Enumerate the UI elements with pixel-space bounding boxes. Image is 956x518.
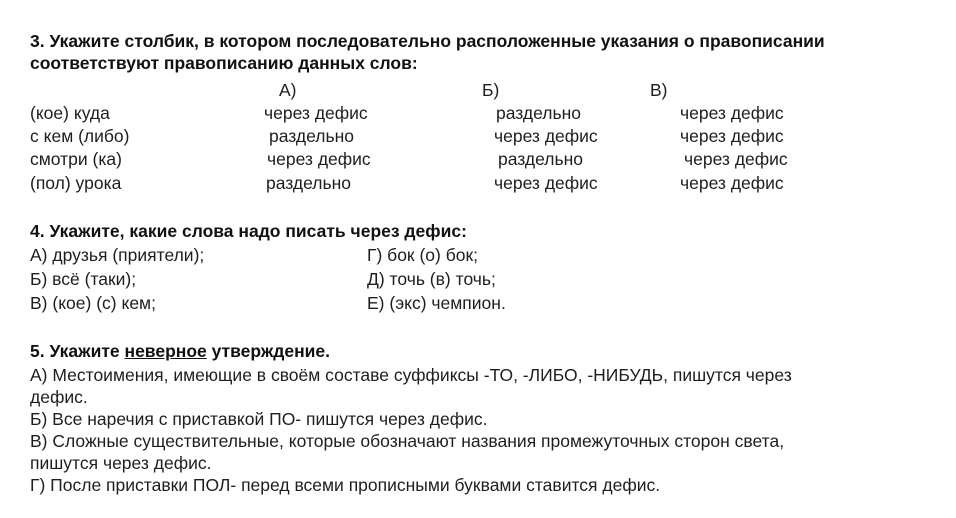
statement-line: Г) После приставки ПОЛ- перед всеми прописными буквами ставится дефис. [30,475,661,495]
table-row-b: через дефис [494,173,598,193]
option-g: Г) бок (о) бок; [367,245,478,265]
table-row-word: (пол) урока [30,173,122,193]
column-header-b: Б) [482,80,500,100]
underlined-word: неверное [124,341,207,361]
table-row-c: через дефис [680,173,784,193]
table-row-c: через дефис [680,126,784,146]
column-header-a: А) [279,80,297,100]
question-4-title: 4. Укажите, какие слова надо писать через дефис: [30,221,467,241]
question-3 [30,30,825,74]
question-3-title-line2: соответствуют правописанию данных слов: [30,53,418,73]
question-5-title [30,340,792,362]
table-row-word: (кое) куда [30,103,110,123]
statement-line: А) Местоимения, имеющие в своём составе суффиксы -ТО, -ЛИБО, -НИБУДЬ, пишутся через [30,365,792,385]
table-row-a: через дефис [264,103,368,123]
question-5-title-post: утверждение. [206,341,331,361]
table-row-c: через дефис [680,103,784,123]
question-5 [30,340,792,496]
option-a: А) друзья (приятели); [30,245,205,265]
column-header-c: В) [650,80,668,100]
statement-line: пишутся через дефис. [30,453,212,473]
table-row-word: смотри (ка) [30,149,122,169]
table-row-b: раздельно [498,149,583,169]
question-4 [30,220,467,242]
option-b: Б) всё (таки); [30,269,137,289]
table-row-b: через дефис [494,126,598,146]
question-3-title-line1: 3. Укажите столбик, в котором последовательно расположенные указания о правописании [30,31,825,51]
table-row-a: раздельно [266,173,351,193]
option-v: В) (кое) (с) кем; [30,293,156,313]
statement-line: В) Сложные существительные, которые обозначают названия промежуточных сторон света, [30,431,785,451]
table-row-a: через дефис [267,149,371,169]
question-5-title-pre: 5. Укажите [30,341,125,361]
table-row-word: с кем (либо) [30,126,130,146]
statement-line: дефис. [30,387,88,407]
table-row-b: раздельно [496,103,581,123]
option-d: Д) точь (в) точь; [367,269,496,289]
table-row-a: раздельно [269,126,354,146]
table-row-c: через дефис [684,149,788,169]
statement-line: Б) Все наречия с приставкой ПО- пишутся через дефис. [30,409,488,429]
option-e: Е) (экс) чемпион. [367,293,506,313]
